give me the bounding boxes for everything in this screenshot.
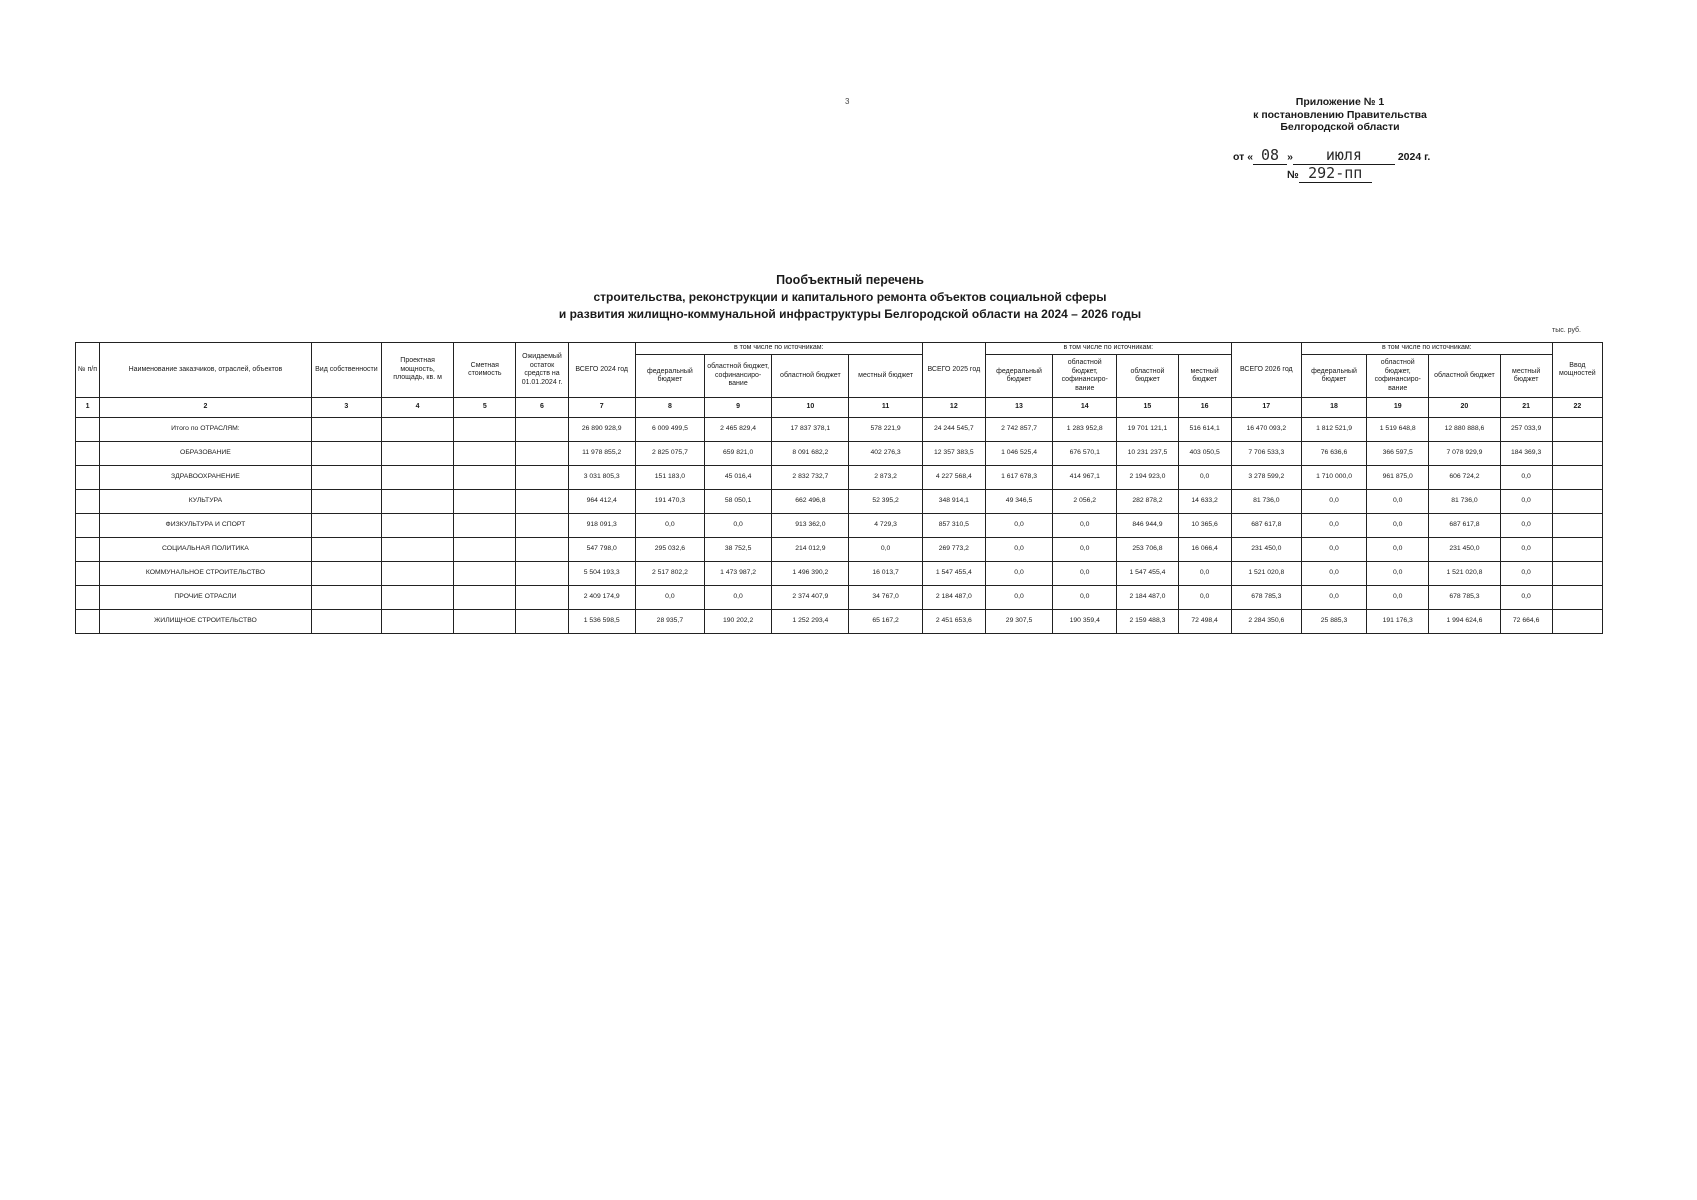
value-cell: 10 231 237,5 [1117,442,1178,466]
column-number: 18 [1301,398,1366,418]
value-cell: 4 227 568,4 [922,466,985,490]
value-cell: 1 283 952,8 [1053,418,1117,442]
header-regional-2025: областной бюджет [1117,355,1178,398]
value-cell: 58 050,1 [705,490,772,514]
row-number-cell [76,514,100,538]
commissioning-cell [1552,610,1602,634]
value-cell: 0,0 [1367,562,1429,586]
row-number-cell [76,562,100,586]
row-name-cell: ЖИЛИЩНОЕ СТРОИТЕЛЬСТВО [100,610,312,634]
page-number: 3 [845,97,850,106]
table-row [76,538,1603,562]
column-number: 16 [1178,398,1231,418]
column-number-row [76,398,1603,418]
document-title [500,272,1200,323]
value-cell: 678 785,3 [1231,586,1301,610]
value-cell: 0,0 [1178,586,1231,610]
value-cell: 0,0 [1053,562,1117,586]
header-federal-2024: федеральный бюджет [635,355,704,398]
empty-cell [311,610,381,634]
value-cell: 3 278 599,2 [1231,466,1301,490]
empty-cell [454,490,516,514]
header-local-2025: местный бюджет [1178,355,1231,398]
value-cell: 184 369,3 [1500,442,1552,466]
column-number: 15 [1117,398,1178,418]
appendix-line-2: к постановлению Правительства [1253,108,1427,121]
empty-cell [454,418,516,442]
header-total-2024: ВСЕГО 2024 год [568,343,635,398]
header-capacity: Проектная мощность, площадь, кв. м [381,343,453,398]
value-cell: 964 412,4 [568,490,635,514]
value-cell: 151 183,0 [635,466,704,490]
value-cell: 366 597,5 [1367,442,1429,466]
value-cell: 1 994 624,6 [1429,610,1500,634]
value-cell: 0,0 [1301,490,1366,514]
value-cell: 231 450,0 [1429,538,1500,562]
header-name: Наименование заказчиков, отраслей, объектов [100,343,312,398]
row-number-cell [76,586,100,610]
value-cell: 0,0 [985,586,1052,610]
value-cell: 8 091 682,2 [772,442,849,466]
value-cell: 2 517 802,2 [635,562,704,586]
empty-cell [311,490,381,514]
value-cell: 2 184 487,0 [1117,586,1178,610]
value-cell: 38 752,5 [705,538,772,562]
appendix-line-3: Белгородской области [1280,121,1400,133]
value-cell: 578 221,9 [849,418,922,442]
column-number: 11 [849,398,922,418]
column-number: 8 [635,398,704,418]
row-name-cell: КУЛЬТУРА [100,490,312,514]
empty-cell [516,418,568,442]
column-number: 17 [1231,398,1301,418]
number-value: 292-пп [1299,164,1372,183]
header-cofin-2025: областной бюджет, софинансиро-вание [1053,355,1117,398]
value-cell: 16 013,7 [849,562,922,586]
value-cell: 547 798,0 [568,538,635,562]
row-name-cell: СОЦИАЛЬНАЯ ПОЛИТИКА [100,538,312,562]
header-num: № п/п [76,343,100,398]
value-cell: 2 409 174,9 [568,586,635,610]
value-cell: 0,0 [1301,586,1366,610]
table-row [76,562,1603,586]
value-cell: 0,0 [1367,586,1429,610]
value-cell: 1 046 525,4 [985,442,1052,466]
empty-cell [381,538,453,562]
table-row [76,418,1603,442]
value-cell: 0,0 [1053,514,1117,538]
table-row [76,466,1603,490]
value-cell: 45 016,4 [705,466,772,490]
header-local-2024: местный бюджет [849,355,922,398]
commissioning-cell [1552,538,1602,562]
value-cell: 72 498,4 [1178,610,1231,634]
value-cell: 0,0 [1500,466,1552,490]
value-cell: 676 570,1 [1053,442,1117,466]
value-cell: 2 374 407,9 [772,586,849,610]
value-cell: 17 837 378,1 [772,418,849,442]
value-cell: 913 362,0 [772,514,849,538]
value-cell: 6 009 499,5 [635,418,704,442]
header-total-2025: ВСЕГО 2025 год [922,343,985,398]
units-label: тыс. руб. [1552,327,1581,334]
value-cell: 857 310,5 [922,514,985,538]
value-cell: 76 636,6 [1301,442,1366,466]
value-cell: 1 519 648,8 [1367,418,1429,442]
header-commissioning: Ввод мощностей [1552,343,1602,398]
value-cell: 10 365,6 [1178,514,1231,538]
row-number-cell [76,466,100,490]
value-cell: 2 825 075,7 [635,442,704,466]
date-month: июля [1293,146,1395,165]
table-row [76,610,1603,634]
column-number: 2 [100,398,312,418]
column-number: 6 [516,398,568,418]
value-cell: 16 470 093,2 [1231,418,1301,442]
row-name-cell: ЗДРАВООХРАНЕНИЕ [100,466,312,490]
header-regional-2026: областной бюджет [1429,355,1500,398]
date-prefix: от « [1233,151,1254,163]
value-cell: 12 880 888,6 [1429,418,1500,442]
column-number: 22 [1552,398,1602,418]
empty-cell [454,562,516,586]
value-cell: 662 496,8 [772,490,849,514]
row-number-cell [76,610,100,634]
value-cell: 1 547 455,4 [1117,562,1178,586]
empty-cell [381,562,453,586]
value-cell: 687 617,8 [1231,514,1301,538]
header-estimate: Сметная стоимость [454,343,516,398]
empty-cell [454,610,516,634]
value-cell: 14 633,2 [1178,490,1231,514]
objects-table [75,342,1603,634]
commissioning-cell [1552,466,1602,490]
column-number: 21 [1500,398,1552,418]
value-cell: 0,0 [1500,538,1552,562]
value-cell: 81 736,0 [1429,490,1500,514]
empty-cell [381,466,453,490]
value-cell: 2 465 829,4 [705,418,772,442]
column-number: 3 [311,398,381,418]
value-cell: 2 284 350,6 [1231,610,1301,634]
column-number: 10 [772,398,849,418]
row-name-cell: КОММУНАЛЬНОЕ СТРОИТЕЛЬСТВО [100,562,312,586]
commissioning-cell [1552,442,1602,466]
table-row [76,586,1603,610]
column-number: 4 [381,398,453,418]
value-cell: 214 012,9 [772,538,849,562]
value-cell: 1 812 521,9 [1301,418,1366,442]
value-cell: 190 202,2 [705,610,772,634]
empty-cell [381,418,453,442]
value-cell: 34 767,0 [849,586,922,610]
table-row [76,442,1603,466]
value-cell: 295 032,6 [635,538,704,562]
empty-cell [516,562,568,586]
value-cell: 19 701 121,1 [1117,418,1178,442]
value-cell: 0,0 [705,586,772,610]
value-cell: 2 159 488,3 [1117,610,1178,634]
value-cell: 2 184 487,0 [922,586,985,610]
value-cell: 2 056,2 [1053,490,1117,514]
value-cell: 5 504 193,3 [568,562,635,586]
value-cell: 269 773,2 [922,538,985,562]
row-number-cell [76,490,100,514]
value-cell: 0,0 [1053,586,1117,610]
value-cell: 2 832 732,7 [772,466,849,490]
row-number-cell [76,442,100,466]
table-row [76,514,1603,538]
value-cell: 0,0 [1053,538,1117,562]
empty-cell [311,538,381,562]
empty-cell [311,586,381,610]
value-cell: 0,0 [849,538,922,562]
value-cell: 678 785,3 [1429,586,1500,610]
value-cell: 414 967,1 [1053,466,1117,490]
value-cell: 4 729,3 [849,514,922,538]
row-name-cell: ОБРАЗОВАНИЕ [100,442,312,466]
value-cell: 25 885,3 [1301,610,1366,634]
commissioning-cell [1552,562,1602,586]
value-cell: 1 710 000,0 [1301,466,1366,490]
commissioning-cell [1552,586,1602,610]
column-number: 12 [922,398,985,418]
value-cell: 659 821,0 [705,442,772,466]
value-cell: 0,0 [1301,514,1366,538]
empty-cell [454,586,516,610]
value-cell: 191 176,3 [1367,610,1429,634]
value-cell: 231 450,0 [1231,538,1301,562]
appendix-header [1225,96,1455,134]
value-cell: 2 194 923,0 [1117,466,1178,490]
commissioning-cell [1552,490,1602,514]
header-sources-2026: в том числе по источникам: [1301,343,1552,355]
value-cell: 687 617,8 [1429,514,1500,538]
value-cell: 0,0 [1500,586,1552,610]
value-cell: 7 078 929,9 [1429,442,1500,466]
column-number: 13 [985,398,1052,418]
value-cell: 26 890 928,9 [568,418,635,442]
value-cell: 0,0 [985,514,1052,538]
value-cell: 3 031 805,3 [568,466,635,490]
empty-cell [516,514,568,538]
value-cell: 348 914,1 [922,490,985,514]
empty-cell [381,442,453,466]
date-mid: » [1287,151,1293,163]
value-cell: 0,0 [1301,562,1366,586]
value-cell: 0,0 [1178,562,1231,586]
value-cell: 0,0 [1367,490,1429,514]
value-cell: 0,0 [1301,538,1366,562]
column-number: 14 [1053,398,1117,418]
value-cell: 28 935,7 [635,610,704,634]
value-cell: 402 276,3 [849,442,922,466]
empty-cell [516,442,568,466]
value-cell: 0,0 [1500,562,1552,586]
title-line-1: Пообъектный перечень [776,273,924,287]
value-cell: 1 252 293,4 [772,610,849,634]
value-cell: 49 346,5 [985,490,1052,514]
value-cell: 606 724,2 [1429,466,1500,490]
value-cell: 2 742 857,7 [985,418,1052,442]
value-cell: 0,0 [985,562,1052,586]
commissioning-cell [1552,418,1602,442]
commissioning-cell [1552,514,1602,538]
empty-cell [516,586,568,610]
row-name-cell: ПРОЧИЕ ОТРАСЛИ [100,586,312,610]
value-cell: 2 873,2 [849,466,922,490]
column-number: 20 [1429,398,1500,418]
value-cell: 1 617 678,3 [985,466,1052,490]
header-cofin-2024: областной бюджет, софинансиро-вание [705,355,772,398]
value-cell: 29 307,5 [985,610,1052,634]
value-cell: 0,0 [985,538,1052,562]
header-regional-2024: областной бюджет [772,355,849,398]
value-cell: 403 050,5 [1178,442,1231,466]
value-cell: 12 357 383,5 [922,442,985,466]
empty-cell [381,490,453,514]
header-cofin-2026: областной бюджет, софинансиро-вание [1367,355,1429,398]
value-cell: 0,0 [705,514,772,538]
row-number-cell [76,418,100,442]
empty-cell [516,610,568,634]
empty-cell [311,418,381,442]
header-sources-2024: в том числе по источникам: [635,343,922,355]
empty-cell [381,514,453,538]
column-number: 5 [454,398,516,418]
number-prefix: № [1287,169,1299,181]
title-line-3: и развития жилищно-коммунальной инфраструктуры Белгородской области на 2024 – 2026 годы [558,307,1142,321]
value-cell: 191 470,3 [635,490,704,514]
value-cell: 0,0 [1367,538,1429,562]
value-cell: 1 496 390,2 [772,562,849,586]
appendix-line-1: Приложение № 1 [1295,96,1385,108]
value-cell: 516 614,1 [1178,418,1231,442]
empty-cell [454,514,516,538]
title-line-2: строительства, реконструкции и капитального ремонта объектов социальной сферы [593,290,1107,304]
value-cell: 11 978 855,2 [568,442,635,466]
row-number-cell [76,538,100,562]
value-cell: 1 473 987,2 [705,562,772,586]
value-cell: 1 521 020,8 [1231,562,1301,586]
header-remainder: Ожидаемый остаток средств на 01.01.2024 г. [516,343,568,398]
value-cell: 24 244 545,7 [922,418,985,442]
value-cell: 0,0 [635,514,704,538]
empty-cell [454,466,516,490]
column-number: 9 [705,398,772,418]
empty-cell [516,490,568,514]
value-cell: 81 736,0 [1231,490,1301,514]
date-year: 2024 г. [1397,151,1431,163]
value-cell: 190 359,4 [1053,610,1117,634]
empty-cell [381,586,453,610]
date-day: 08 [1253,146,1287,165]
value-cell: 0,0 [635,586,704,610]
row-name-cell: ФИЗКУЛЬТУРА И СПОРТ [100,514,312,538]
value-cell: 846 944,9 [1117,514,1178,538]
empty-cell [311,466,381,490]
column-number: 19 [1367,398,1429,418]
value-cell: 0,0 [1500,490,1552,514]
table-body [76,398,1603,634]
empty-cell [311,562,381,586]
value-cell: 72 664,6 [1500,610,1552,634]
value-cell: 2 451 653,6 [922,610,985,634]
header-ownership: Вид собственности [311,343,381,398]
value-cell: 257 033,9 [1500,418,1552,442]
row-name-cell: Итого по ОТРАСЛЯМ: [100,418,312,442]
value-cell: 0,0 [1178,466,1231,490]
header-total-2026: ВСЕГО 2026 год [1231,343,1301,398]
value-cell: 282 878,2 [1117,490,1178,514]
value-cell: 918 091,3 [568,514,635,538]
column-number: 7 [568,398,635,418]
header-sources-2025: в том числе по источникам: [985,343,1231,355]
empty-cell [381,610,453,634]
appendix-number [1287,164,1372,183]
value-cell: 52 395,2 [849,490,922,514]
empty-cell [516,538,568,562]
empty-cell [516,466,568,490]
value-cell: 253 706,8 [1117,538,1178,562]
table-row [76,490,1603,514]
value-cell: 1 536 598,5 [568,610,635,634]
value-cell: 0,0 [1500,514,1552,538]
value-cell: 1 521 020,8 [1429,562,1500,586]
appendix-date [1233,146,1473,165]
empty-cell [311,442,381,466]
header-federal-2025: федеральный бюджет [985,355,1052,398]
column-number: 1 [76,398,100,418]
empty-cell [454,442,516,466]
empty-cell [454,538,516,562]
value-cell: 7 706 533,3 [1231,442,1301,466]
header-local-2026: местный бюджет [1500,355,1552,398]
value-cell: 65 167,2 [849,610,922,634]
value-cell: 1 547 455,4 [922,562,985,586]
value-cell: 961 875,0 [1367,466,1429,490]
header-federal-2026: федеральный бюджет [1301,355,1366,398]
value-cell: 16 066,4 [1178,538,1231,562]
empty-cell [311,514,381,538]
value-cell: 0,0 [1367,514,1429,538]
